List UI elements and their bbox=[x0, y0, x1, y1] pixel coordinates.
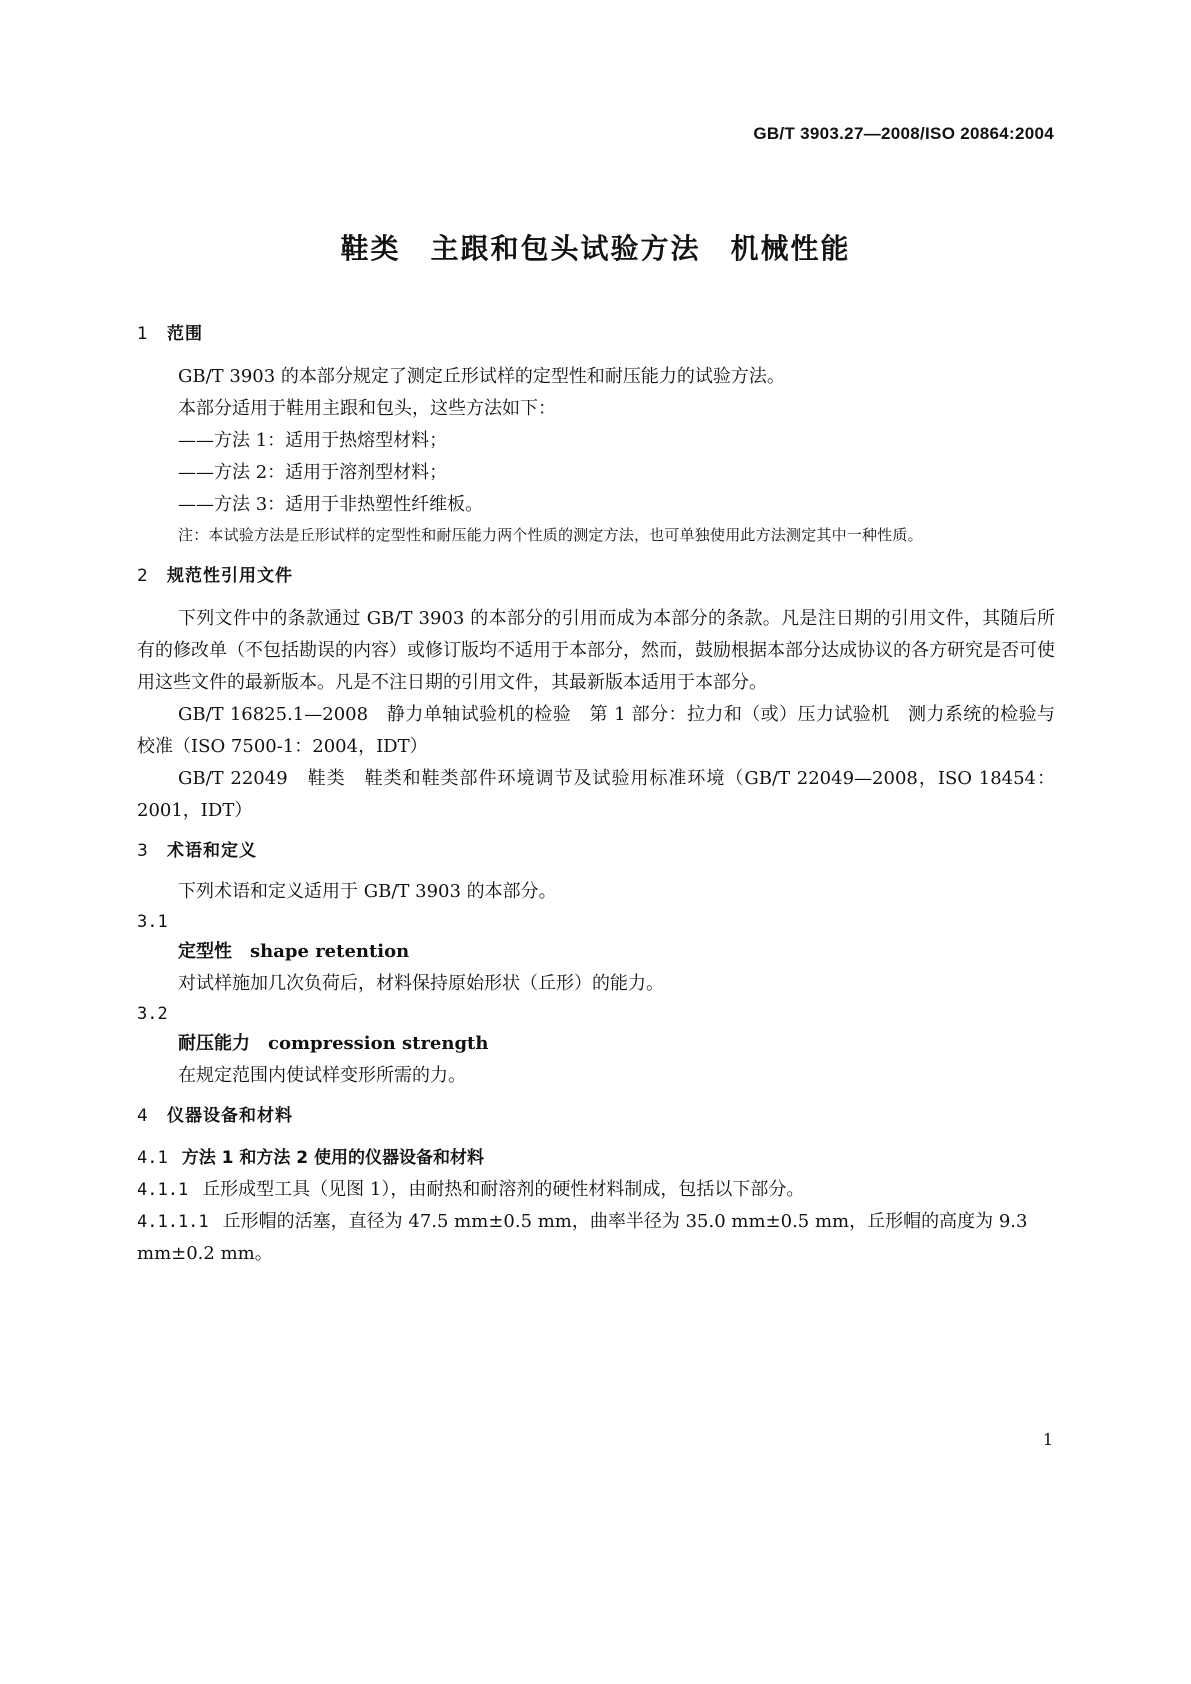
term-en: shape retention bbox=[250, 941, 410, 962]
list-item: ——方法 3：适用于非热塑性纤维板。 bbox=[178, 494, 484, 515]
clause-number: 4.1.1.1 bbox=[137, 1212, 209, 1232]
section-heading bbox=[137, 322, 1055, 346]
list-item: ——方法 1：适用于热熔型材料； bbox=[178, 430, 448, 451]
note: 注：本试验方法是丘形试样的定型性和耐压能力两个性质的测定方法，也可单独使用此方法测定其中一种性质。 bbox=[178, 526, 923, 544]
term-cn: 定型性 bbox=[178, 941, 232, 962]
clause bbox=[137, 1206, 1055, 1270]
term-name bbox=[137, 1028, 1055, 1060]
paragraph: 下列文件中的条款通过 GB/T 3903 的本部分的引用而成为本部分的条款。凡是注日期的引用文件，其随后所有的修改单（不包括勘误的内容）或修订版均不适用于本部分，然而，鼓励根据本部分达成协议的各方研究是否可使用这些文件的最新版本。凡是不注日期的引用文件，其最新版本适用于本部分。 bbox=[137, 608, 1055, 693]
section-title: 范围 bbox=[167, 324, 203, 344]
section-heading bbox=[137, 839, 1055, 863]
term-number: 3.2 bbox=[137, 1004, 168, 1024]
clause bbox=[137, 1174, 1055, 1206]
paragraph: 本部分适用于鞋用主跟和包头，这些方法如下： bbox=[178, 398, 556, 419]
section-number: 3 bbox=[137, 841, 149, 861]
subsection-heading bbox=[137, 1142, 1055, 1174]
section-number: 1 bbox=[137, 324, 149, 344]
subsection-number: 4.1 bbox=[137, 1148, 168, 1168]
clause-number: 4.1.1 bbox=[137, 1180, 189, 1200]
term-cn: 耐压能力 bbox=[178, 1033, 250, 1054]
section-title: 规范性引用文件 bbox=[167, 566, 293, 586]
document-title: 鞋类 主跟和包头试验方法 机械性能 bbox=[340, 232, 851, 265]
section-title: 仪器设备和材料 bbox=[167, 1106, 293, 1126]
term-en: compression strength bbox=[268, 1033, 489, 1054]
section-heading bbox=[137, 564, 1055, 588]
section-number: 2 bbox=[137, 566, 149, 586]
subsection-title: 方法 1 和方法 2 使用的仪器设备和材料 bbox=[181, 1148, 485, 1168]
term-name bbox=[137, 936, 1055, 968]
document-body bbox=[137, 322, 1055, 1270]
list-item: ——方法 2：适用于溶剂型材料； bbox=[178, 462, 448, 483]
section-title: 术语和定义 bbox=[167, 841, 257, 861]
section-heading bbox=[137, 1104, 1055, 1128]
term-definition: 对试样施加几次负荷后，材料保持原始形状（丘形）的能力。 bbox=[178, 973, 664, 994]
paragraph: GB/T 3903 的本部分规定了测定丘形试样的定型性和耐压能力的试验方法。 bbox=[178, 366, 785, 387]
term-definition: 在规定范围内使试样变形所需的力。 bbox=[178, 1065, 466, 1086]
clause-text: 丘形帽的活塞，直径为 47.5 mm±0.5 mm，曲率半径为 35.0 mm±0.5 mm，丘形帽的高度为 9.3 mm±0.2 mm。 bbox=[137, 1211, 1028, 1264]
clause-text: 丘形成型工具（见图 1），由耐热和耐溶剂的硬性材料制成，包括以下部分。 bbox=[202, 1179, 805, 1200]
term-number: 3.1 bbox=[137, 912, 168, 932]
section-number: 4 bbox=[137, 1106, 149, 1126]
reference-item: GB/T 22049 鞋类 鞋类和鞋类部件环境调节及试验用标准环境（GB/T 22049—2008，ISO 18454：2001，IDT） bbox=[137, 768, 1055, 821]
page-number: 1 bbox=[1042, 1430, 1053, 1449]
standard-code: GB/T 3903.27—2008/ISO 20864:2004 bbox=[753, 124, 1054, 143]
paragraph: 下列术语和定义适用于 GB/T 3903 的本部分。 bbox=[178, 881, 557, 902]
reference-item: GB/T 16825.1—2008 静力单轴试验机的检验 第 1 部分：拉力和（或）压力试验机 测力系统的检验与校准（ISO 7500-1：2004，IDT） bbox=[137, 704, 1055, 757]
